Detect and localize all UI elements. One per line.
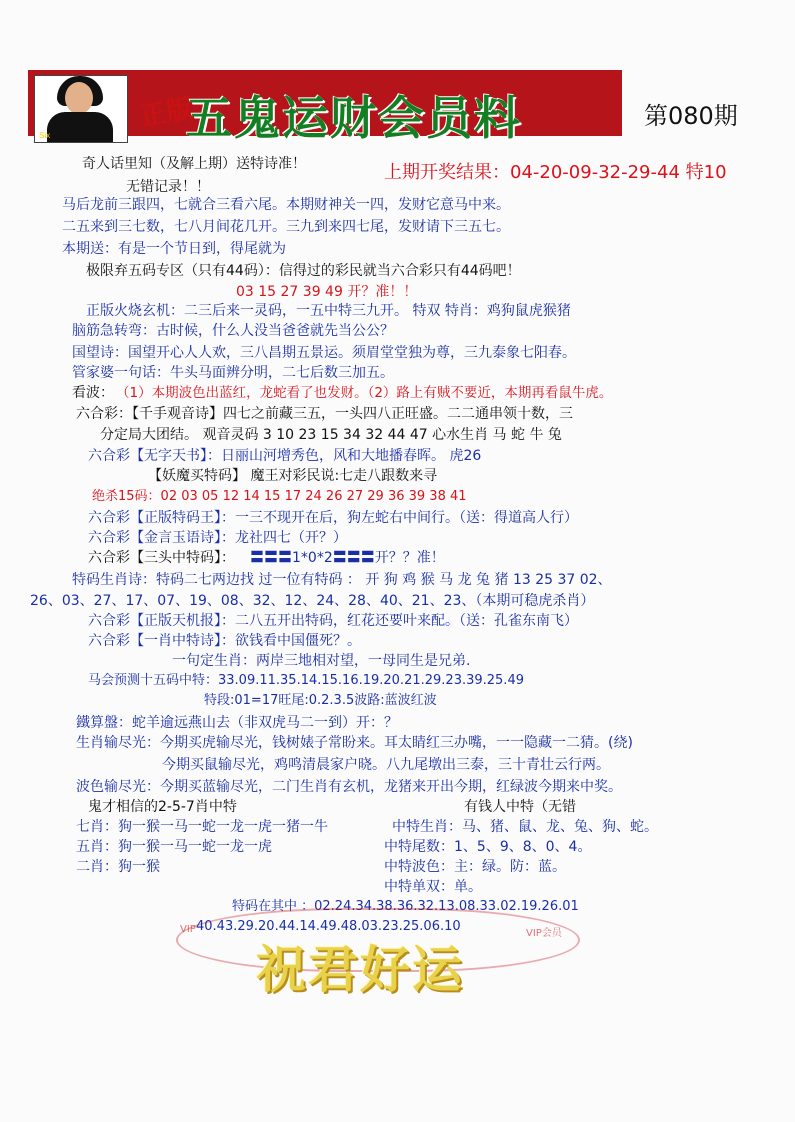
- text-line: 鐵算盤：蛇羊逾远燕山去（非双虎马二一到）开：？: [76, 715, 398, 731]
- text-line: 40.43.29.20.44.14.49.48.03.23.25.06.10: [196, 919, 461, 934]
- text-line: 七肖：狗一猴一马一蛇一龙一虎一猪一牛: [76, 819, 328, 835]
- text-line: 有钱人中特（无错: [464, 799, 576, 815]
- last-result: 上期开奖结果：04-20-09-32-29-44 特10: [384, 162, 727, 183]
- text-line: 五肖：狗一猴一马一蛇一龙一虎: [76, 839, 272, 855]
- text-line: 马会预测十五码中特：33.09.11.35.14.15.16.19.20.21.29.23.39.25.49: [88, 673, 524, 688]
- text-line: 波色输尽光：今期买蓝输尽光，二门生肖有玄机，龙猪来开出今期，红绿波今期来中奖。: [76, 779, 622, 795]
- text-line: 本期送：有是一个节日到，得尾就为: [62, 241, 286, 257]
- stamp-label: VIP: [180, 924, 196, 935]
- text-line: 二五来到三七数，七八月间花几开。三九到来四七尾，发财请下三五七。: [62, 219, 510, 235]
- text-line: 绝杀15码：02 03 05 12 14 15 17 24 26 27 29 36 39 38 41: [92, 489, 467, 504]
- text-line: 马后龙前三跟四，七就合三看六尾。本期财神关一四，发财它意马中来。: [62, 197, 510, 213]
- page-title: 五鬼运财会员料: [186, 91, 522, 145]
- good-luck-banner: 祝君好运: [256, 940, 464, 999]
- text-line: 六合彩：【千手观音诗】四七之前藏三五，一头四八正旺盛。二二通串领十数，三: [76, 406, 573, 422]
- text-line: 【妖魔买特码】 魔王对彩民说:七走八跟数来寻: [148, 468, 438, 484]
- text-line: （1）本期波色出蓝红，龙蛇看了也发财。（2）路上有贼不要近，本期再看鼠牛虎。: [116, 385, 613, 401]
- text-line: 特段:01=17旺尾:0.2.3.5波路:蓝波红波: [204, 693, 437, 708]
- text-line: 03 15 27 39 49 开？准！！: [236, 284, 418, 300]
- seal-text: 正版: [138, 93, 195, 133]
- text-line: 中特生肖：马、猪、鼠、龙、兔、狗、蛇。: [392, 819, 658, 835]
- text-line: 无错记录！！: [126, 179, 210, 195]
- stamp-label: VIP会员: [526, 928, 562, 939]
- photo-caption: Six: [39, 131, 51, 140]
- text-line: 分定局大团结。 观音灵码 3 10 23 15 34 32 44 47 心水生肖 马 蛇 牛 兔: [100, 427, 562, 443]
- text-line: 六合彩【正版特码王】：一三不现开在后，狗左蛇右中间行。（送：得道高人行）: [88, 510, 578, 526]
- issue-number: 第080期: [644, 102, 738, 130]
- text-line: 国望诗：国望开心人人欢，三八昌期五景运。须眉堂堂独为尊，三九泰象七阳春。: [72, 345, 576, 361]
- text-line: 〓〓〓1*0*2〓〓〓开？？准！: [250, 550, 445, 566]
- text-line: 六合彩【正版天机报】：二八五开出特码，红花还要叶来配。（送：孔雀东南飞）: [88, 613, 578, 629]
- text-line: 六合彩【一肖中特诗】：欲钱看中国僵死？。: [88, 633, 361, 649]
- portrait-photo: [34, 75, 128, 143]
- text-line: 今期买鼠输尽光，鸡鸣清晨家户晓。八九尾墩出三泰，三十青壮云行两。: [162, 757, 610, 773]
- text-line: 极限弃五码专区（只有44码）：信得过的彩民就当六合彩只有44码吧！: [86, 263, 521, 279]
- text-line: 中特尾数：1、5、9、8、0、4。: [384, 839, 592, 855]
- text-line: 特码生肖诗：特码二七两边找 过一位有特码 ： 开 狗 鸡 猴 马 龙 兔 猪 13 25 37 02、: [72, 572, 612, 588]
- text-line: 六合彩【无字天书】：日丽山河增秀色，风和大地播春晖。 虎26: [88, 448, 482, 464]
- text-line: 二肖：狗一猴: [76, 859, 160, 875]
- text-line: 奇人话里知（及解上期）送特诗准！: [82, 156, 306, 172]
- text-line: 26、03、27、17、07、19、08、32、12、24、28、40、21、23、（本期可稳虎杀肖）: [30, 593, 595, 609]
- text-line: 鬼才相信的2-5-7肖中特: [88, 799, 237, 815]
- text-line: 管家婆一句话：牛头马面辨分明，二七后数三加五。: [72, 365, 394, 381]
- text-line: 六合彩【三头中特码】：: [88, 550, 235, 566]
- text-line: 脑筋急转弯：古时候，什么人没当爸爸就先当公公？: [72, 323, 394, 339]
- text-line: 中特单双：单。: [384, 879, 482, 895]
- text-line: 生肖输尽光：今期买虎输尽光，钱树婊子常盼来。耳太睛红三办嘴，一一隐藏一二猜。(绕): [76, 735, 633, 751]
- text-line: 特码在其中 ：02.24.34.38.36.32.13.08.33.02.19.26.01: [232, 899, 579, 914]
- text-line: 中特波色：主：绿。防：蓝。: [384, 859, 566, 875]
- text-line: 看波：: [72, 385, 114, 401]
- text-line: 六合彩【金言玉语诗】：龙社四七（开？）: [88, 530, 347, 546]
- text-line: 一句定生肖：两岸三地相对望，一母同生是兄弟.: [172, 653, 471, 669]
- text-line: 正版火烧玄机：二三后来一灵码，一五中特三九开。 特双 特肖：鸡狗鼠虎猴猪: [86, 303, 571, 319]
